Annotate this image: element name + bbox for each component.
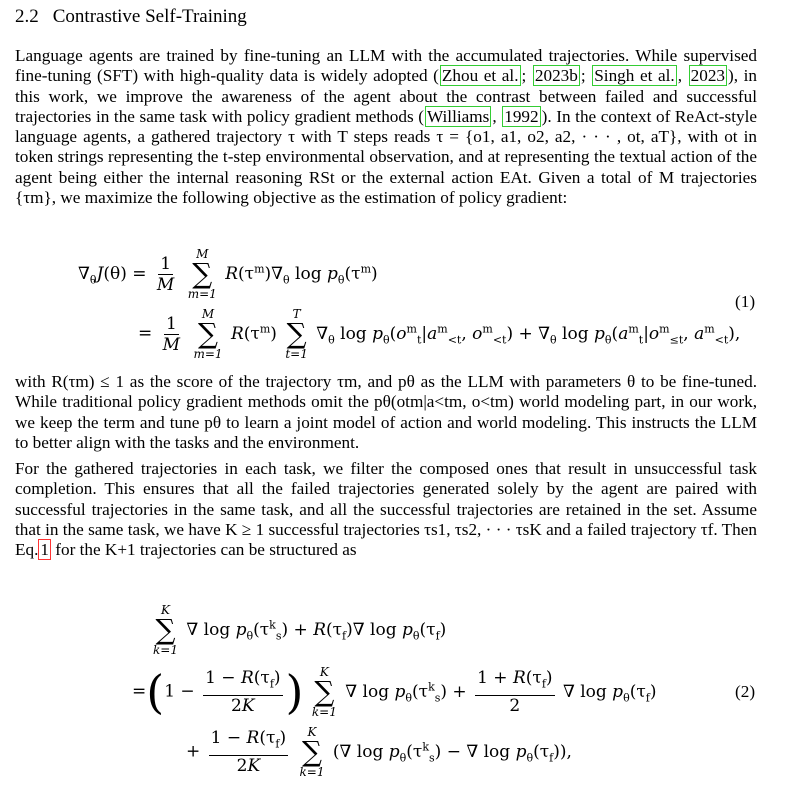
citation-williams[interactable]: Williams: [427, 106, 490, 126]
section-title: Contrastive Self-Training: [52, 6, 247, 27]
section-heading: [15, 6, 247, 28]
citation-singh[interactable]: Singh et al.: [594, 66, 675, 86]
equation-1-line-2: = $\frac{1}{M}$ M ∑ m=1 $R(\tau^m)$ T ∑ t=1 $\nabla_\theta$ $\log p_\theta(o^m_t|a^m_{<t}$, $o^m_{<t}) + \nabla_\theta$ $\log p_\theta(a^m_t|o^m_{\le t}$, $a^m_{<t}$),: [138, 307, 741, 361]
equation-2-line-3: + $\frac{1 - R(\tau_f)}{2K}$ K ∑ k=1 (∇ $\log p_\theta(\tau^k_s)$ − ∇ $\log p_\theta(\tau_f)$),: [186, 725, 572, 779]
equation-2-line-2: =(1 − $\frac{1 - R(\tau_f)}{2K}$ ) K ∑ k=1 ∇ $\log p_\theta(\tau^k_s)$ + $\frac{1 + R(\tau_f)}{2}$ ∇ $\log p_\theta(\tau_f)$: [132, 665, 657, 719]
section-number: 2.2: [15, 6, 39, 27]
paragraph-intro: Language agents are trained by fine-tuning an LLM with the accumulated trajectories. While supervised fine-tuning (SFT) with high-quality data is widely adopted ( Zhou et al. ; 2023b ; Singh et al. , 2023 ), in this work, we improve the awareness of the agent about the contrast between failed and successful trajectories in the same task with policy gradient methods ( Williams , 1992 ). In the context of ReAct-style language agents, a gathered trajectory τ with T steps reads τ = {o1, a1, o2, a2, · · · , ot, aT}, with ot in token strings representing the t-step environmental observation, and at representing the textual action of the agent being either the internal reasoning RSt or the external action EAt. Given a total of M trajectories {τm}, we maximize the following objective as the estimation of policy gradient:: [15, 46, 757, 208]
citation-singh-year[interactable]: 2023: [690, 66, 725, 86]
equation-2-line-1: K ∑ k=1 ∇ $\log p_\theta(\tau^k_s) + R(\tau_f)\nabla$ $\log p_\theta(\tau_f)$: [153, 603, 447, 657]
equation-1-line-1: $\nabla_\theta J(\theta)$ = $\frac{1}{M}$ M ∑ m=1 $R(\tau^m)\nabla_\theta$ $\log p_\theta(\tau^m)$: [78, 247, 378, 301]
equation-reference[interactable]: 1: [40, 540, 49, 560]
equation-1-number: (1): [735, 292, 756, 311]
paragraph-trajectory-filtering: For the gathered trajectories in each task, we filter the composed ones that result in unsuccessful task completion. This ensures that all the failed trajectories generated solely by the agent are paired with successful trajectories in the same task, and all the successful trajectories are retained in the set. Assume that in the same task, we have K ≥ 1 successful trajectories τs1, τs2, · · · τsK and a failed trajectory τf. Then Eq. 1 for the K+1 trajectories can be structured as: [15, 459, 757, 560]
citation-zhou[interactable]: Zhou et al.: [441, 66, 519, 86]
citation-williams-year[interactable]: 1992: [504, 106, 539, 126]
equation-2-number: (2): [735, 682, 756, 701]
citation-zhou-year[interactable]: 2023b: [534, 66, 578, 86]
paragraph-objective-explanation: with R(τm) ≤ 1 as the score of the trajectory τm, and pθ as the LLM with parameters θ to be fine-tuned. While traditional policy gradient methods omit the pθ(otm|a<tm, o<tm) world modeling part, in our work, we keep the term and tune pθ to learn a joint model of action and world modeling. This instructs the LLM to better align with the tasks and the environment.: [15, 372, 757, 452]
